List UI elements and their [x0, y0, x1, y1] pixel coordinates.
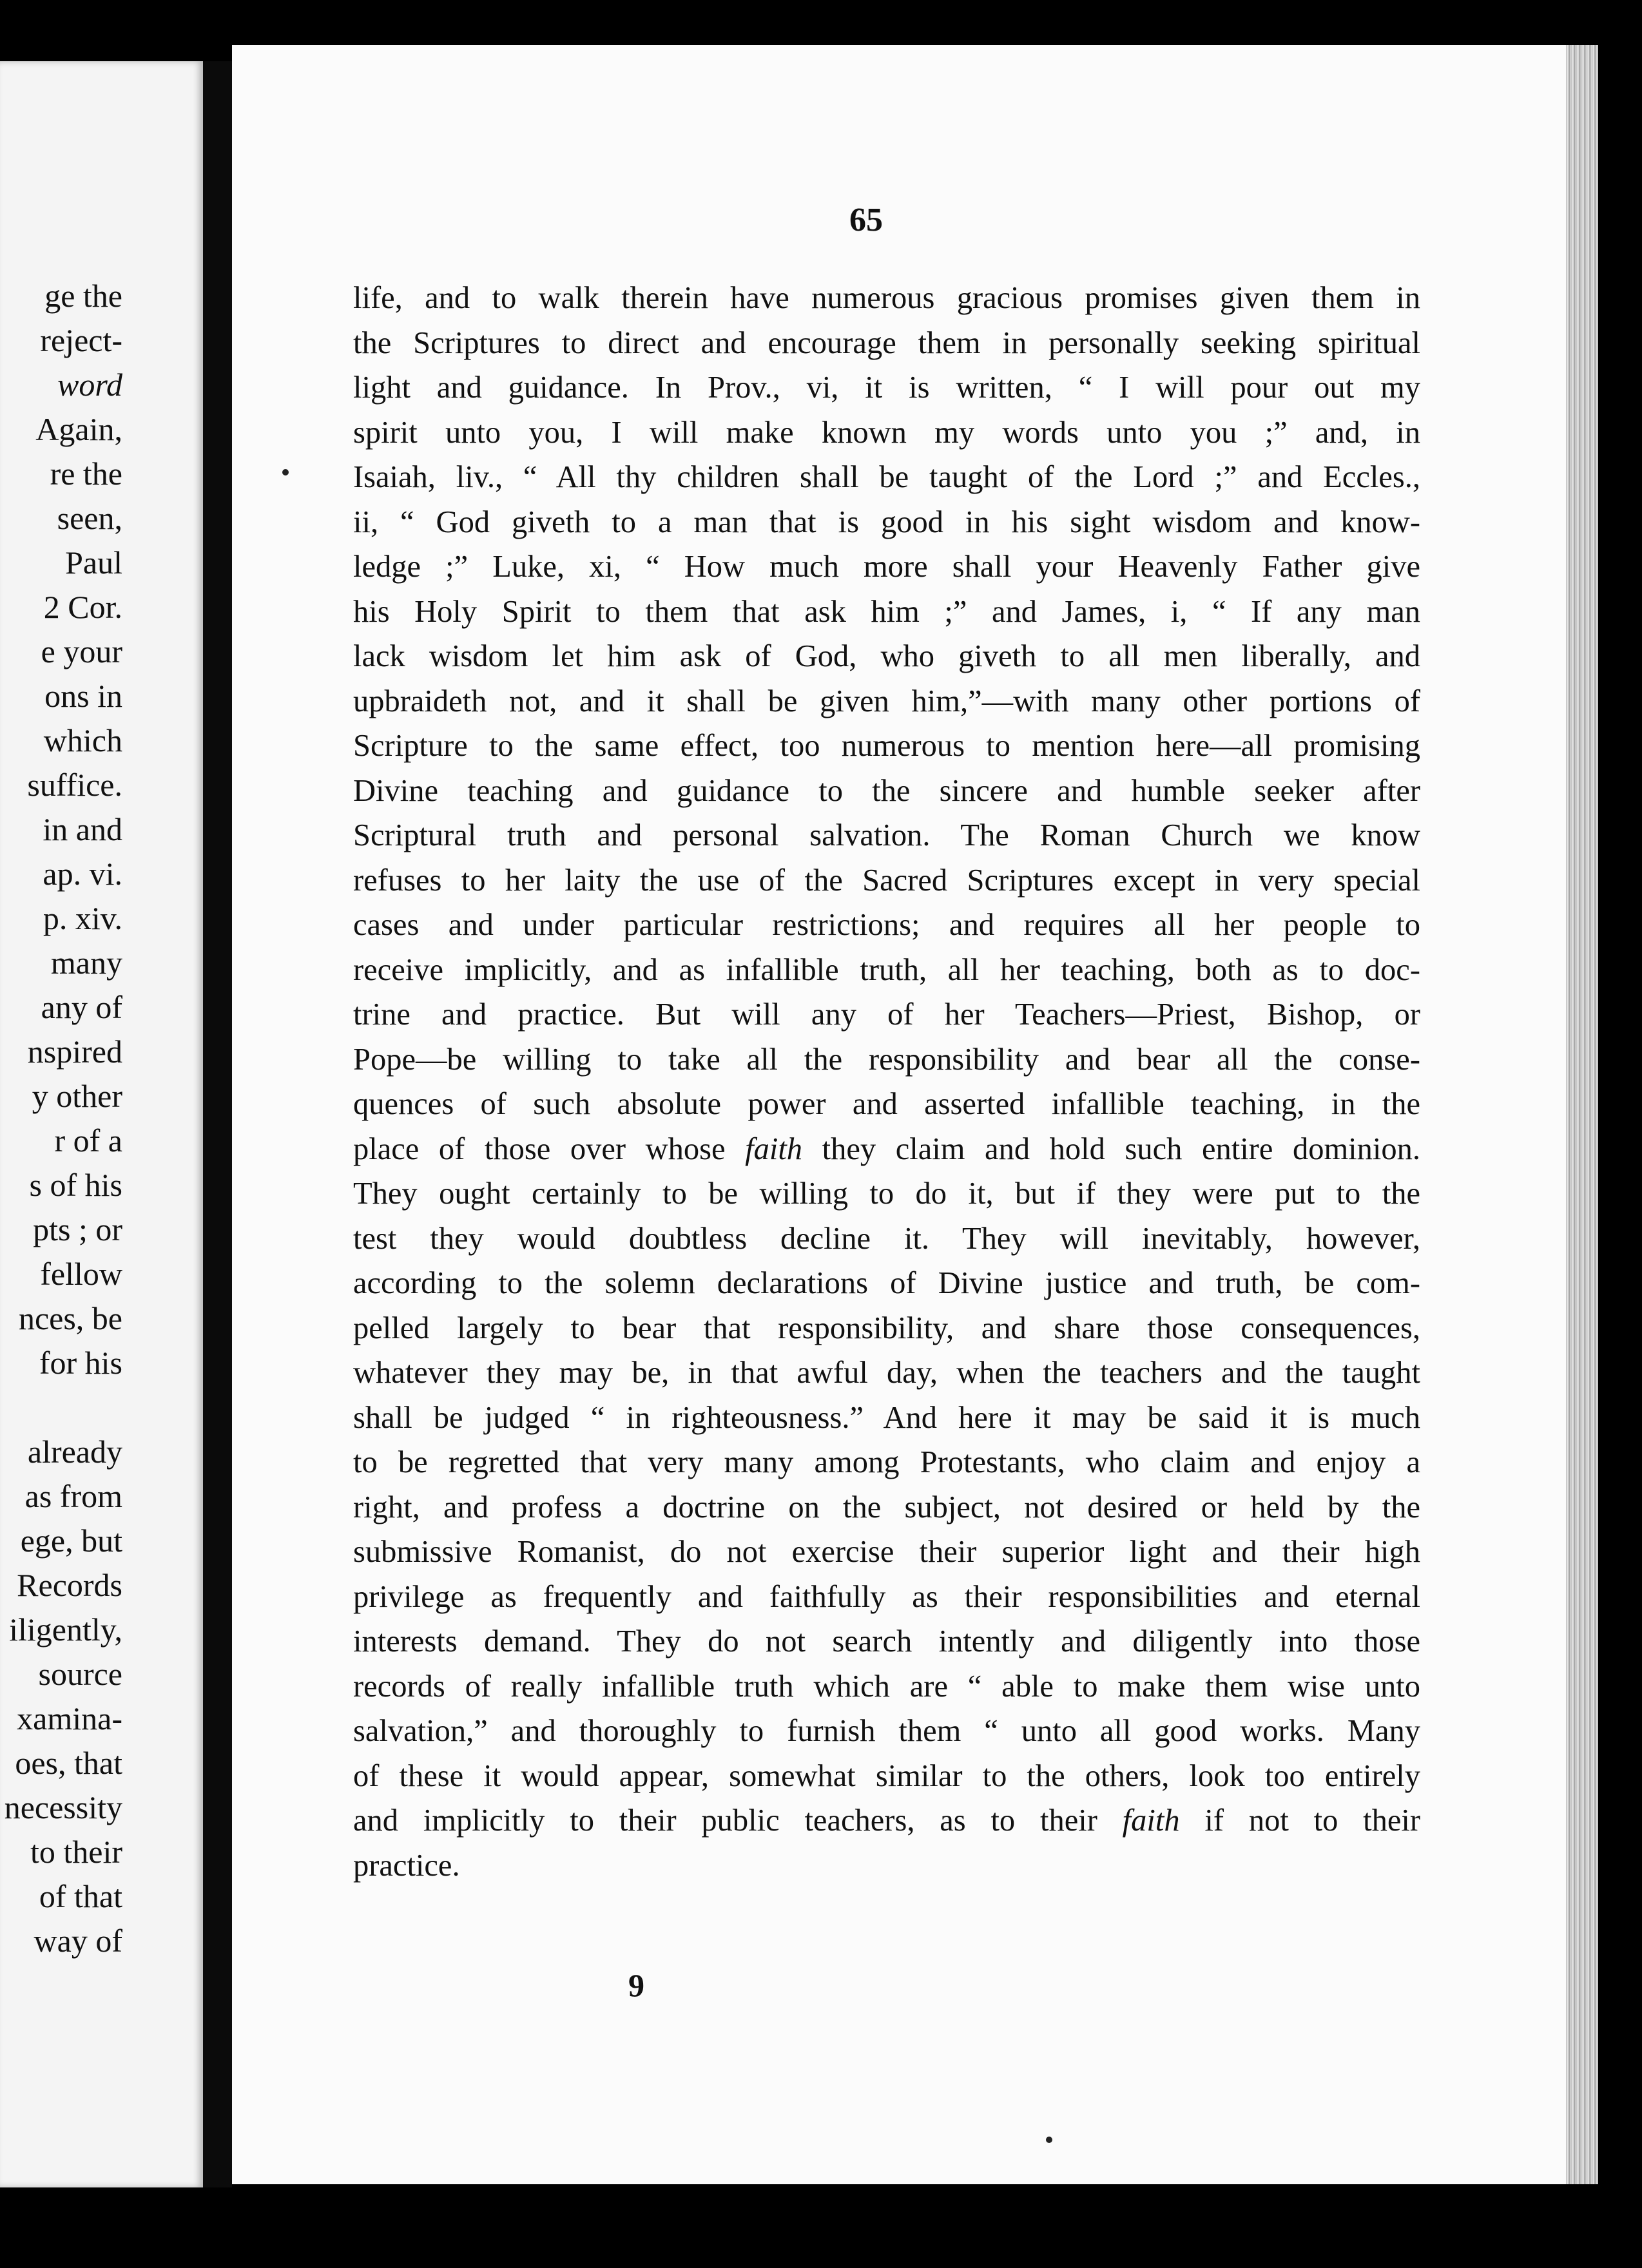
left-page-line: ons in — [44, 678, 122, 714]
speck — [282, 469, 289, 476]
text-line: records of really infallible truth which are “ able to make them wise unto — [353, 1669, 1420, 1704]
text-line: according to the solemn declarations of Divine justice and truth, be com- — [353, 1266, 1420, 1300]
text-line: quences of such absolute power and asserted infallible teaching, in the — [353, 1087, 1420, 1121]
text-line: Pope—be willing to take all the responsibility and bear all the conse- — [353, 1042, 1420, 1077]
left-page-line: in and — [43, 811, 122, 847]
text-line: Divine teaching and guidance to the sincere and humble seeker after — [353, 773, 1420, 808]
left-page-line: ge the — [44, 278, 122, 314]
left-page — [0, 61, 203, 2187]
left-page-line: xamina- — [17, 1700, 122, 1736]
text-line: pelled largely to bear that responsibility, and share those consequences, — [353, 1311, 1420, 1345]
text-line: receive implicitly, and as infallible truth, all her teaching, both as to doc- — [353, 952, 1420, 987]
left-page-line: pts ; or — [33, 1211, 122, 1247]
left-page-line: Records — [17, 1567, 122, 1603]
text-line: to be regretted that very many among Protestants, who claim and enjoy a — [353, 1445, 1420, 1479]
text-line: ii, “ God giveth to a man that is good in his sight wisdom and know- — [353, 505, 1420, 539]
signature-mark: 9 — [628, 1967, 644, 2003]
left-page-line: oes, that — [15, 1745, 122, 1781]
emphasis: faith — [745, 1131, 803, 1166]
left-page-line: ap. vi. — [43, 856, 122, 892]
left-page-line: nspired — [27, 1033, 122, 1070]
left-page-line: word — [57, 367, 122, 403]
text-line: light and guidance. In Prov., vi, it is written, “ I will pour out my — [353, 370, 1420, 405]
page-edges — [1566, 45, 1598, 2184]
left-page-line: of that — [39, 1878, 122, 1914]
left-page-line: as from — [24, 1478, 122, 1514]
text-line: place of those over whose faith they claim and hold such entire dominion. — [353, 1131, 1420, 1166]
left-page-line: Paul — [65, 544, 122, 581]
text-line: lack wisdom let him ask of God, who giveth to all men liberally, and — [353, 639, 1420, 673]
text-line: the Scriptures to direct and encourage them in personally seeking spiritual — [353, 325, 1420, 360]
text-line: refuses to her laity the use of the Sacred Scriptures except in very special — [353, 863, 1420, 898]
left-page-line: y other — [32, 1078, 122, 1114]
text-line: trine and practice. But will any of her Teachers—Priest, Bishop, or — [353, 997, 1420, 1032]
left-page-line: to their — [30, 1834, 122, 1870]
left-page-line: nces, be — [18, 1300, 122, 1336]
left-page-line: way of — [34, 1923, 122, 1959]
left-page-line: re the — [50, 456, 122, 492]
left-page-line: iligently, — [9, 1611, 122, 1648]
emphasis: faith — [1122, 1803, 1180, 1838]
text-line: submissive Romanist, do not exercise their superior light and their high — [353, 1535, 1420, 1569]
left-page-line: r of a — [54, 1122, 122, 1158]
text-line: ledge ;” Luke, xi, “ How much more shall your Heavenly Father give — [353, 550, 1420, 584]
left-page-line: fellow — [40, 1256, 122, 1292]
text-line: shall be judged “ in righteousness.” And here it may be said it is much — [353, 1400, 1420, 1435]
text-line: interests demand. They do not search intently and diligently into those — [353, 1624, 1420, 1658]
left-page-text — [0, 274, 122, 1963]
text-line: right, and profess a doctrine on the subject, not desired or held by the — [353, 1490, 1420, 1524]
text-line: Scriptural truth and personal salvation. The Roman Church we know — [353, 818, 1420, 852]
left-page-line: for his — [39, 1345, 122, 1381]
book-gutter — [203, 61, 232, 2187]
text-line: upbraideth not, and it shall be given him,”—with many other portions of — [353, 684, 1420, 718]
left-page-line: any of — [41, 989, 122, 1025]
text-line: life, and to walk therein have numerous gracious promises given them in — [353, 281, 1420, 315]
left-page-line: suffice. — [27, 767, 122, 803]
left-page-line: reject- — [40, 322, 122, 358]
speck — [1046, 2137, 1052, 2143]
text-line: cases and under particular restrictions; and requires all her people to — [353, 908, 1420, 942]
left-page-line: seen, — [57, 500, 122, 536]
page-body-text — [353, 276, 1420, 1888]
text-line: Isaiah, liv., “ All thy children shall be taught of the Lord ;” and Eccles., — [353, 460, 1420, 494]
left-page-line: necessity — [4, 1789, 122, 1825]
text-line: and implicitly to their public teachers, as to their faith if not to their — [353, 1803, 1420, 1838]
left-page-line: 2 Cor. — [43, 589, 122, 625]
left-page-line: many — [50, 945, 122, 981]
left-page-line: Again, — [35, 411, 122, 447]
left-page-line — [0, 1385, 122, 1430]
left-page-line: e your — [41, 633, 122, 669]
left-page-line: s of his — [29, 1167, 122, 1203]
left-page-line: ege, but — [20, 1523, 122, 1559]
left-page-line: p. xiv. — [43, 900, 122, 936]
text-line: spirit unto you, I will make known my words unto you ;” and, in — [353, 415, 1420, 450]
text-line: his Holy Spirit to them that ask him ;” and James, i, “ If any man — [353, 594, 1420, 629]
text-line: Scripture to the same effect, too numerous to mention here—all promising — [353, 729, 1420, 763]
left-page-line: already — [27, 1434, 122, 1470]
page-number: 65 — [849, 202, 883, 238]
left-page-line: which — [43, 722, 122, 758]
text-line: whatever they may be, in that awful day, when the teachers and the taught — [353, 1356, 1420, 1390]
text-line: They ought certainly to be willing to do it, but if they were put to the — [353, 1177, 1420, 1211]
text-line: test they would doubtless decline it. They will inevitably, however, — [353, 1221, 1420, 1256]
left-page-line: source — [38, 1656, 122, 1692]
text-line: privilege as frequently and faithfully as their responsibilities and eternal — [353, 1579, 1420, 1614]
text-line: of these it would appear, somewhat similar to the others, look too entirely — [353, 1758, 1420, 1793]
text-line: practice. — [353, 1848, 460, 1883]
text-line: salvation,” and thoroughly to furnish them “ unto all good works. Many — [353, 1714, 1420, 1748]
